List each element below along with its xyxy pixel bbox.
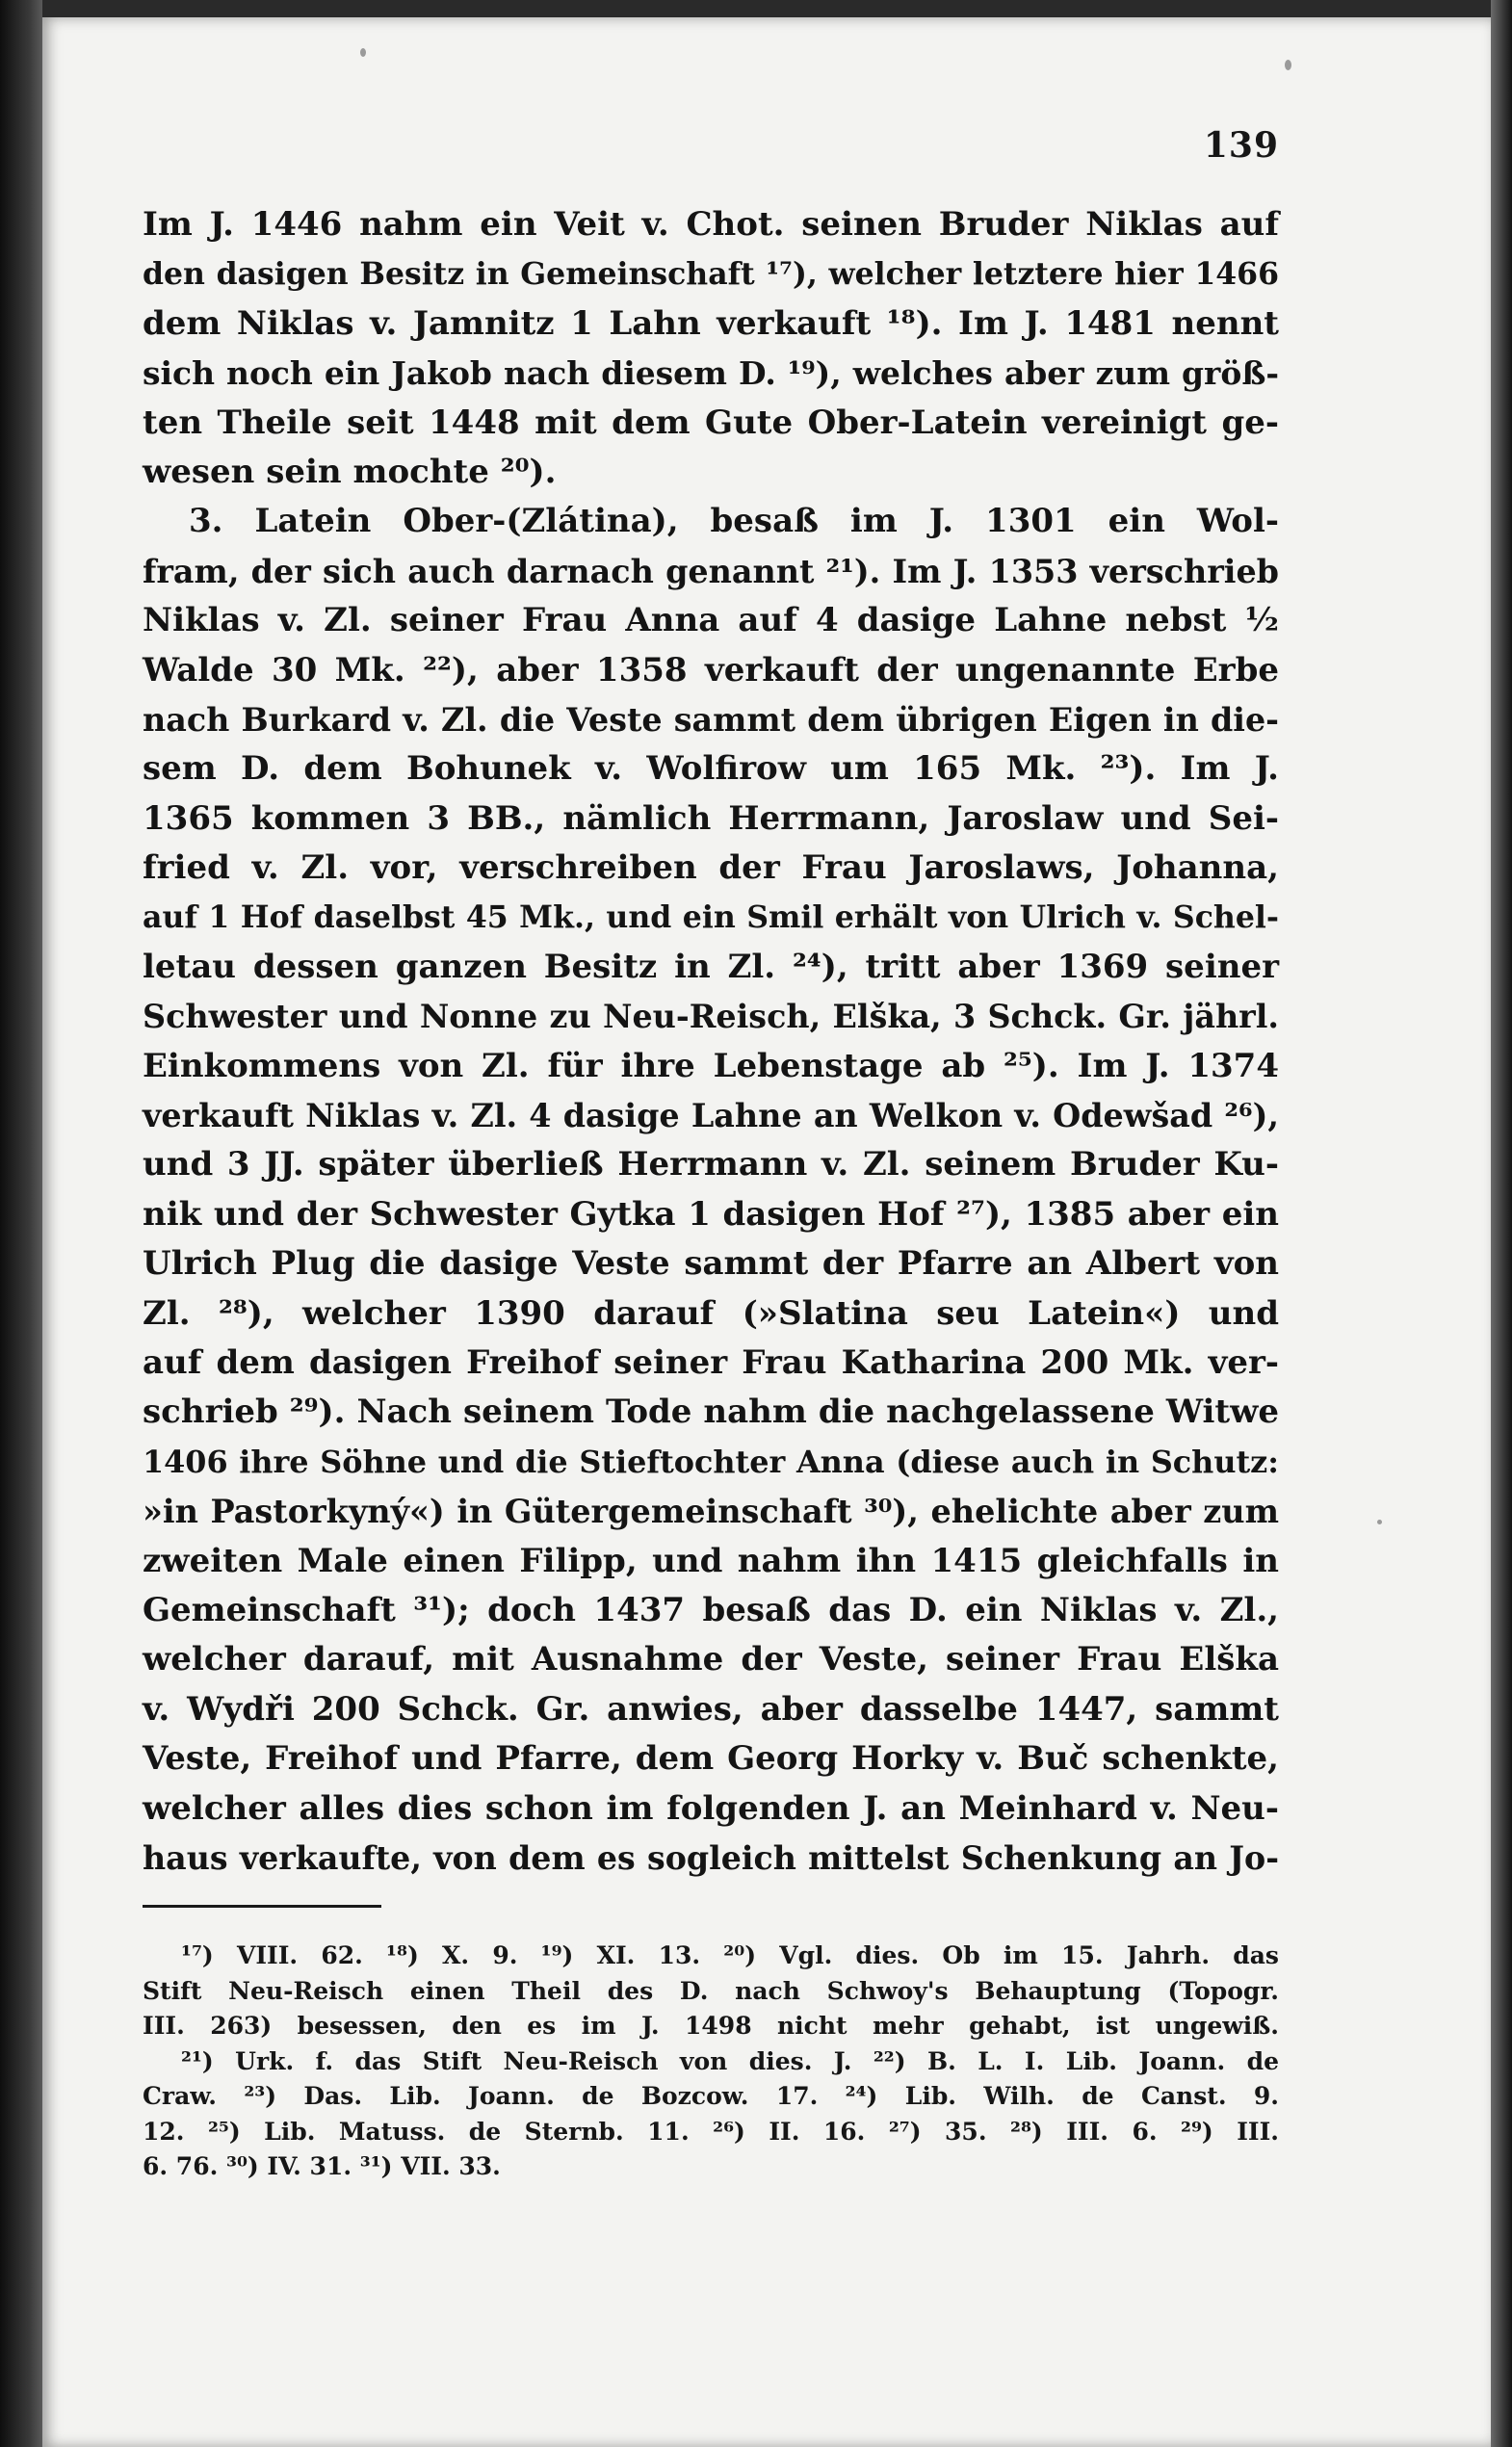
text-line: 1406 ihre Söhne und die Stieftochter Anna (diese auch in Schutz: <box>143 1443 1279 1480</box>
text-line: »in Pastorkyný«) in Gütergemeinschaft ³⁰), ehelichte aber zum <box>143 1493 1279 1531</box>
text-line: den dasigen Besitz in Gemeinschaft ¹⁷), welcher letztere hier 1466 <box>143 256 1279 293</box>
text-line: Einkommens von Zl. für ihre Lebenstage ab ²⁵). Im J. 1374 <box>143 1046 1279 1085</box>
footnote-separator <box>143 1905 381 1908</box>
text-line: Schwester und Nonne zu Neu-Reisch, Elška, 3 Schck. Gr. jährl. <box>143 998 1279 1036</box>
section-heading-line: 3. Latein Ober-(Zlátina), besaß im J. 1301 ein Wol- <box>189 502 1279 541</box>
footnote-line: ¹⁷) VIII. 62. ¹⁸) X. 9. ¹⁹) XI. 13. ²⁰) Vgl. dies. Ob im 15. Jahrh. das <box>181 1941 1279 1969</box>
text-line: v. Wydři 200 Schck. Gr. anwies, aber dasselbe 1447, sammt <box>143 1689 1279 1729</box>
text-line: Im J. 1446 nahm ein Veit v. Chot. seinen Bruder Niklas auf <box>143 205 1279 244</box>
paper-speck <box>1377 1520 1382 1524</box>
footnote-line: Stift Neu-Reisch einen Theil des D. nach Schwoy's Behauptung (Topogr. <box>143 1976 1279 2005</box>
scan-border-top <box>0 0 1512 17</box>
scan-border-right <box>1491 0 1512 2447</box>
footnotes <box>143 1939 1279 2185</box>
text-line: auf dem dasigen Freihof seiner Frau Katharina 200 Mk. ver- <box>143 1342 1279 1382</box>
text-line: Gemeinschaft ³¹); doch 1437 besaß das D. ein Niklas v. Zl., <box>143 1590 1279 1629</box>
text-line: und 3 JJ. später überließ Herrmann v. Zl. seinem Bruder Ku- <box>143 1145 1279 1184</box>
text-line: Veste, Freihof und Pfarre, dem Georg Horky v. Buč schenkte, <box>143 1739 1279 1779</box>
text-line: verkauft Niklas v. Zl. 4 dasige Lahne an Welkon v. Odewšad ²⁶), <box>143 1097 1279 1135</box>
text-line: wesen sein mochte ²⁰). <box>143 452 557 491</box>
text-line: fried v. Zl. vor, verschreiben der Frau Jaroslaws, Johanna, <box>143 848 1279 888</box>
text-line: haus verkaufte, von dem es sogleich mittelst Schenkung an Jo- <box>143 1838 1279 1877</box>
text-line: dem Niklas v. Jamnitz 1 Lahn verkauft ¹⁸). Im J. 1481 nennt <box>143 303 1279 343</box>
text-line: sich noch ein Jakob nach diesem D. ¹⁹), welches aber zum größ- <box>143 354 1279 393</box>
book-page <box>42 17 1491 2447</box>
text-line: letau dessen ganzen Besitz in Zl. ²⁴), tritt aber 1369 seiner <box>143 947 1279 986</box>
footnote-line: ²¹) Urk. f. das Stift Neu-Reisch von dies. J. ²²) B. L. I. Lib. Joann. de <box>181 2046 1279 2075</box>
paper-speck <box>1285 60 1291 70</box>
text-line: ten Theile seit 1448 mit dem Gute Ober-Latein vereinigt ge- <box>143 403 1279 442</box>
text-line: fram, der sich auch darnach genannt ²¹). Im J. 1353 verschrieb <box>143 552 1279 590</box>
text-line: Walde 30 Mk. ²²), aber 1358 verkauft der ungenannte Erbe <box>143 650 1279 690</box>
footnote-line: 12. ²⁵) Lib. Matuss. de Sternb. 11. ²⁶) II. 16. ²⁷) 35. ²⁸) III. 6. ²⁹) III. <box>143 2117 1279 2146</box>
text-line: welcher alles dies schon im folgenden J. an Meinhard v. Neu- <box>143 1788 1279 1828</box>
text-line: Ulrich Plug die dasige Veste sammt der Pfarre an Albert von <box>143 1244 1279 1284</box>
main-text <box>143 200 1279 1883</box>
text-line: schrieb ²⁹). Nach seinem Tode nahm die nachgelassene Witwe <box>143 1393 1279 1432</box>
text-line: Niklas v. Zl. seiner Frau Anna auf 4 dasige Lahne nebst ½ <box>143 601 1279 640</box>
text-line: auf 1 Hof daselbst 45 Mk., und ein Smil erhält von Ulrich v. Schel- <box>143 899 1279 936</box>
page-number: 139 <box>1203 125 1279 166</box>
footnote-line: Craw. ²³) Das. Lib. Joann. de Bozcow. 17. ²⁴) Lib. Wilh. de Canst. 9. <box>143 2082 1279 2110</box>
footnote-line: III. 263) besessen, den es im J. 1498 nicht mehr gehabt, ist ungewiß. <box>143 2012 1279 2040</box>
text-line: nach Burkard v. Zl. die Veste sammt dem übrigen Eigen in die- <box>143 700 1279 739</box>
text-line: nik und der Schwester Gytka 1 dasigen Hof ²⁷), 1385 aber ein <box>143 1194 1279 1234</box>
text-line: welcher darauf, mit Ausnahme der Veste, seiner Frau Elška <box>143 1640 1279 1679</box>
text-line: sem D. dem Bohunek v. Wolfirow um 165 Mk. ²³). Im J. <box>143 749 1279 789</box>
footnote-line: 6. 76. ³⁰) IV. 31. ³¹) VII. 33. <box>143 2152 501 2180</box>
text-line: 1365 kommen 3 BB., nämlich Herrmann, Jaroslaw und Sei- <box>143 798 1279 838</box>
scan-border-left <box>0 0 42 2447</box>
text-line: zweiten Male einen Filipp, und nahm ihn 1415 gleichfalls in <box>143 1541 1279 1580</box>
paper-speck <box>360 48 366 57</box>
text-line: Zl. ²⁸), welcher 1390 darauf (»Slatina seu Latein«) und <box>143 1293 1279 1333</box>
